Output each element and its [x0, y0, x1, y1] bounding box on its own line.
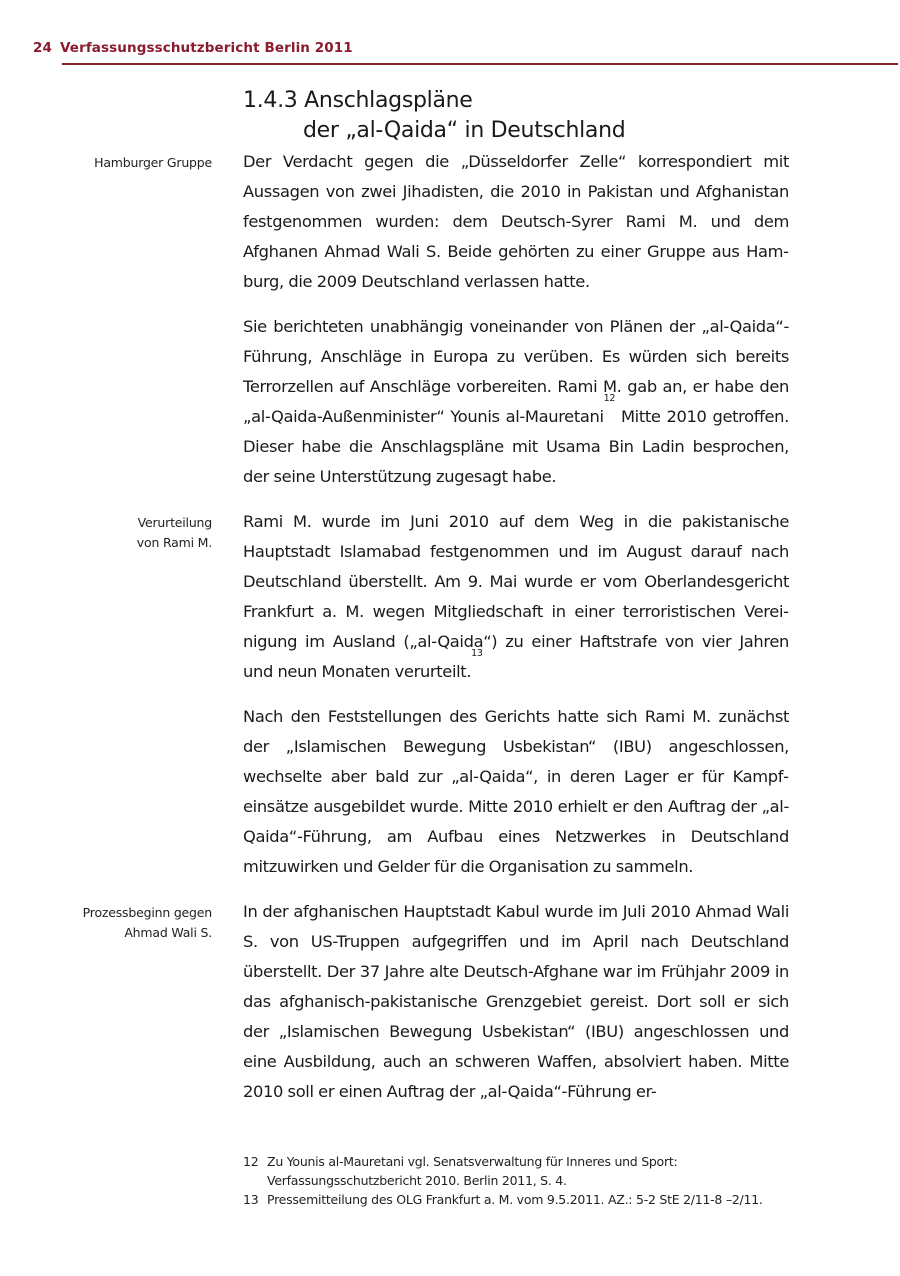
- running-header: [33, 40, 353, 56]
- footnote-13: [243, 1190, 803, 1209]
- footnote-number: 13: [243, 1192, 259, 1207]
- margin-note-verurteilung: [12, 513, 212, 553]
- header-rule: [62, 63, 898, 65]
- section-heading: [243, 86, 625, 146]
- paragraph: Nach den Feststellungen des Gerichts hatte sich Rami M. zunächst der „Islamischen Bewegung Usbekistan“ (IBU) angeschlossen, wechselte aber bald zur „al-Qaida“, in deren Lager er für Kampfeinsätze ausgebildet wurde. Mitte 2010 erhielt er den Auftrag der „al-Qaida“-Führung, am Aufbau eines Netzwerkes in Deutschland mitzuwirken und Gelder für die Organisation zu sammeln.: [243, 707, 789, 876]
- margin-note-line: Prozessbeginn gegen: [82, 905, 212, 920]
- footnote-line: Verfassungsschutzbericht 2010. Berlin 2011, S. 4.: [267, 1173, 567, 1188]
- page-number: 24: [33, 40, 52, 56]
- paragraph-text: Mitte 2010 getroffen. Dieser habe die Anschlagspläne mit Usama Bin Ladin besprochen, der seine Unterstützung zugesagt habe.: [243, 407, 789, 486]
- paragraph-text: Rami M. wurde im Juni 2010 auf dem Weg in die pakistanische Hauptstadt Islamabad festgenommen und im August darauf nach Deutschland überstellt. Am 9. Mai wurde er vom Oberlandesgericht Frankfurt a. M. wegen Mitgliedschaft in einer terroristischen Vereinigung im Ausland („al-Qaida“) zu einer Haftstrafe von vier Jahren und neun Monaten verurteilt.: [243, 512, 789, 681]
- margin-note-prozessbeginn: [12, 903, 212, 943]
- footnote-ref-13: 13: [471, 648, 483, 659]
- paragraph: In der afghanischen Hauptstadt Kabul wurde im Juli 2010 Ahmad Wali S. von US-Truppen aufgegriffen und im April nach Deutschland überstellt. Der 37 Jahre alte Deutsch-Afghane war im Frühjahr 2009 in das afghanisch-pakistanische Grenzgebiet gereist. Dort soll er sich der „Islamischen Bewegung Usbekistan“ (IBU) angeschlossen und eine Ausbildung, auch an schweren Waffen, absolviert haben. Mitte 2010 soll er einen Auftrag der „al-Qaida“-Führung er-: [243, 902, 789, 1101]
- footnote-line: Zu Younis al-Mauretani vgl. Senatsverwaltung für Inneres und Sport:: [267, 1154, 678, 1169]
- section-heading-line1: 1.4.3 Anschlagspläne: [243, 88, 473, 113]
- paragraph: [243, 312, 789, 492]
- margin-note-line: von Rami M.: [136, 535, 212, 550]
- footnotes: [243, 1152, 803, 1209]
- margin-note-hamburger-gruppe: [12, 153, 212, 173]
- margin-note-line: Ahmad Wali S.: [124, 925, 212, 940]
- footnote-number: 12: [243, 1154, 259, 1169]
- section-heading-line2: der „al-Qaida“ in Deutschland: [303, 118, 626, 143]
- publication-title: Verfassungsschutzbericht Berlin 2011: [60, 40, 353, 56]
- margin-note-line: Verurteilung: [137, 515, 212, 530]
- paragraph-text: Sie berichteten unabhängig voneinander von Plänen der „al-Qaida“-Führung, Anschläge in Europa zu verüben. Es würden sich bereits Terrorzellen auf Anschläge vorbereiten. Rami M. gab an, er habe den „al-Qaida-Außenminister“ Younis al-Mauretani: [243, 317, 789, 426]
- footnote-text: Pressemitteilung des OLG Frankfurt a. M. vom 9.5.2011. AZ.: 5-2 StE 2/11-8 –2/11.: [267, 1192, 763, 1207]
- paragraph: [243, 507, 789, 687]
- footnote-text: [267, 1152, 803, 1190]
- main-text: [243, 147, 789, 1122]
- paragraph: Der Verdacht gegen die „Düsseldorfer Zelle“ korrespondiert mit Aussagen von zwei Jihadisten, die 2010 in Pakistan und Afghanistan festgenommen wurden: dem Deutsch-Syrer Rami M. und dem Afghanen Ahmad Wali S. Beide gehörten zu einer Gruppe aus Hamburg, die 2009 Deutschland verlassen hatte.: [243, 152, 789, 291]
- margin-note-line: Hamburger Gruppe: [94, 155, 212, 170]
- footnote-12: [243, 1152, 803, 1190]
- footnote-ref-12: 12: [603, 393, 616, 404]
